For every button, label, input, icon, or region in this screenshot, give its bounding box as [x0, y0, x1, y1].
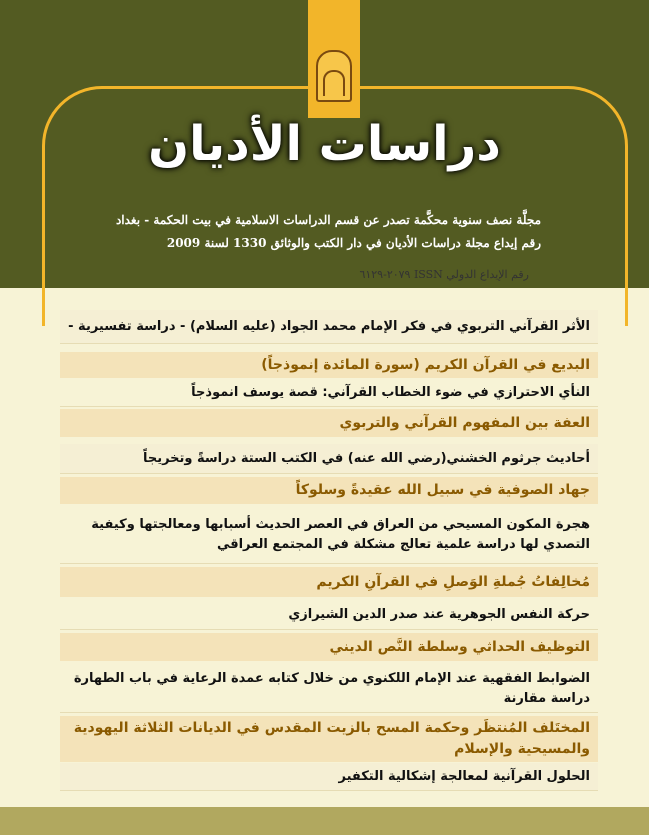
footer-bar: [0, 807, 649, 835]
toc-item[interactable]: المختَلف المُنتظَر وحكمة المسح بالزيت المقدس في الديانات الثلاثة اليهودية والمسيحية والإسلام: [60, 716, 598, 762]
bayt-al-hikma-logo-icon: [316, 50, 352, 102]
gold-frame-left-edge: [42, 288, 45, 326]
toc-item[interactable]: الضوابط الفقهية عند الإمام اللكنوي من خلال كتابه عمدة الرعاية في باب الطهارة دراسة مقارنة: [60, 665, 598, 713]
toc-item[interactable]: التوظيف الحداثي وسلطة النَّص الديني: [60, 633, 598, 661]
toc-item[interactable]: هجرة المكون المسيحي من العراق في العصر الحديث أسبابها ومعالجتها وكيفية التصدي لها دراسة علمية تعالج مشكلة في المجتمع العراقي: [60, 506, 598, 564]
issn-number: رقم الإيداع الدولي ISSN ٢٠٧٩-٦١٢٩: [359, 268, 529, 281]
toc-item[interactable]: جهاد الصوفية في سبيل الله عقيدةً وسلوكاً: [60, 477, 598, 504]
gold-frame-right-edge: [625, 288, 628, 326]
toc-item[interactable]: الأثر القرآني التربوي في فكر الإمام محمد الجواد (عليه السلام) - دراسة تفسيرية -: [60, 310, 598, 344]
journal-title: دراسات الأديان: [148, 116, 501, 172]
toc-item[interactable]: مُخالِفاتُ جُملةِ الوَصلِ في القرآنِ الكريم: [60, 567, 598, 597]
deposit-number: رقم إيداع مجلة دراسات الأديان في دار الكتب والوثائق 1330 لسنة 2009: [166, 236, 541, 250]
toc-item[interactable]: النأي الاحترازي في ضوء الخطاب القرآني: قصة يوسف انموذجاً: [60, 379, 598, 407]
journal-description: مجلَّة نصف سنوية محكَّمة تصدر عن قسم الدراسات الاسلامية في بيت الحكمة - بغداد: [115, 213, 541, 227]
toc-item[interactable]: حركة النفس الجوهرية عند صدر الدين الشيرازي: [60, 600, 598, 630]
toc-item[interactable]: أحاديث جرثوم الخشني(رضي الله عنه) في الكتب الستة دراسةً وتخريجاً: [60, 444, 598, 474]
toc-item[interactable]: البديع في القرآن الكريم (سورة المائدة إنموذجاً): [60, 352, 598, 378]
toc-item[interactable]: العفة بين المفهوم القرآني والتربوي: [60, 409, 598, 437]
toc-item[interactable]: الحلول القرآنية لمعالجة إشكالية التكفير: [60, 763, 598, 791]
